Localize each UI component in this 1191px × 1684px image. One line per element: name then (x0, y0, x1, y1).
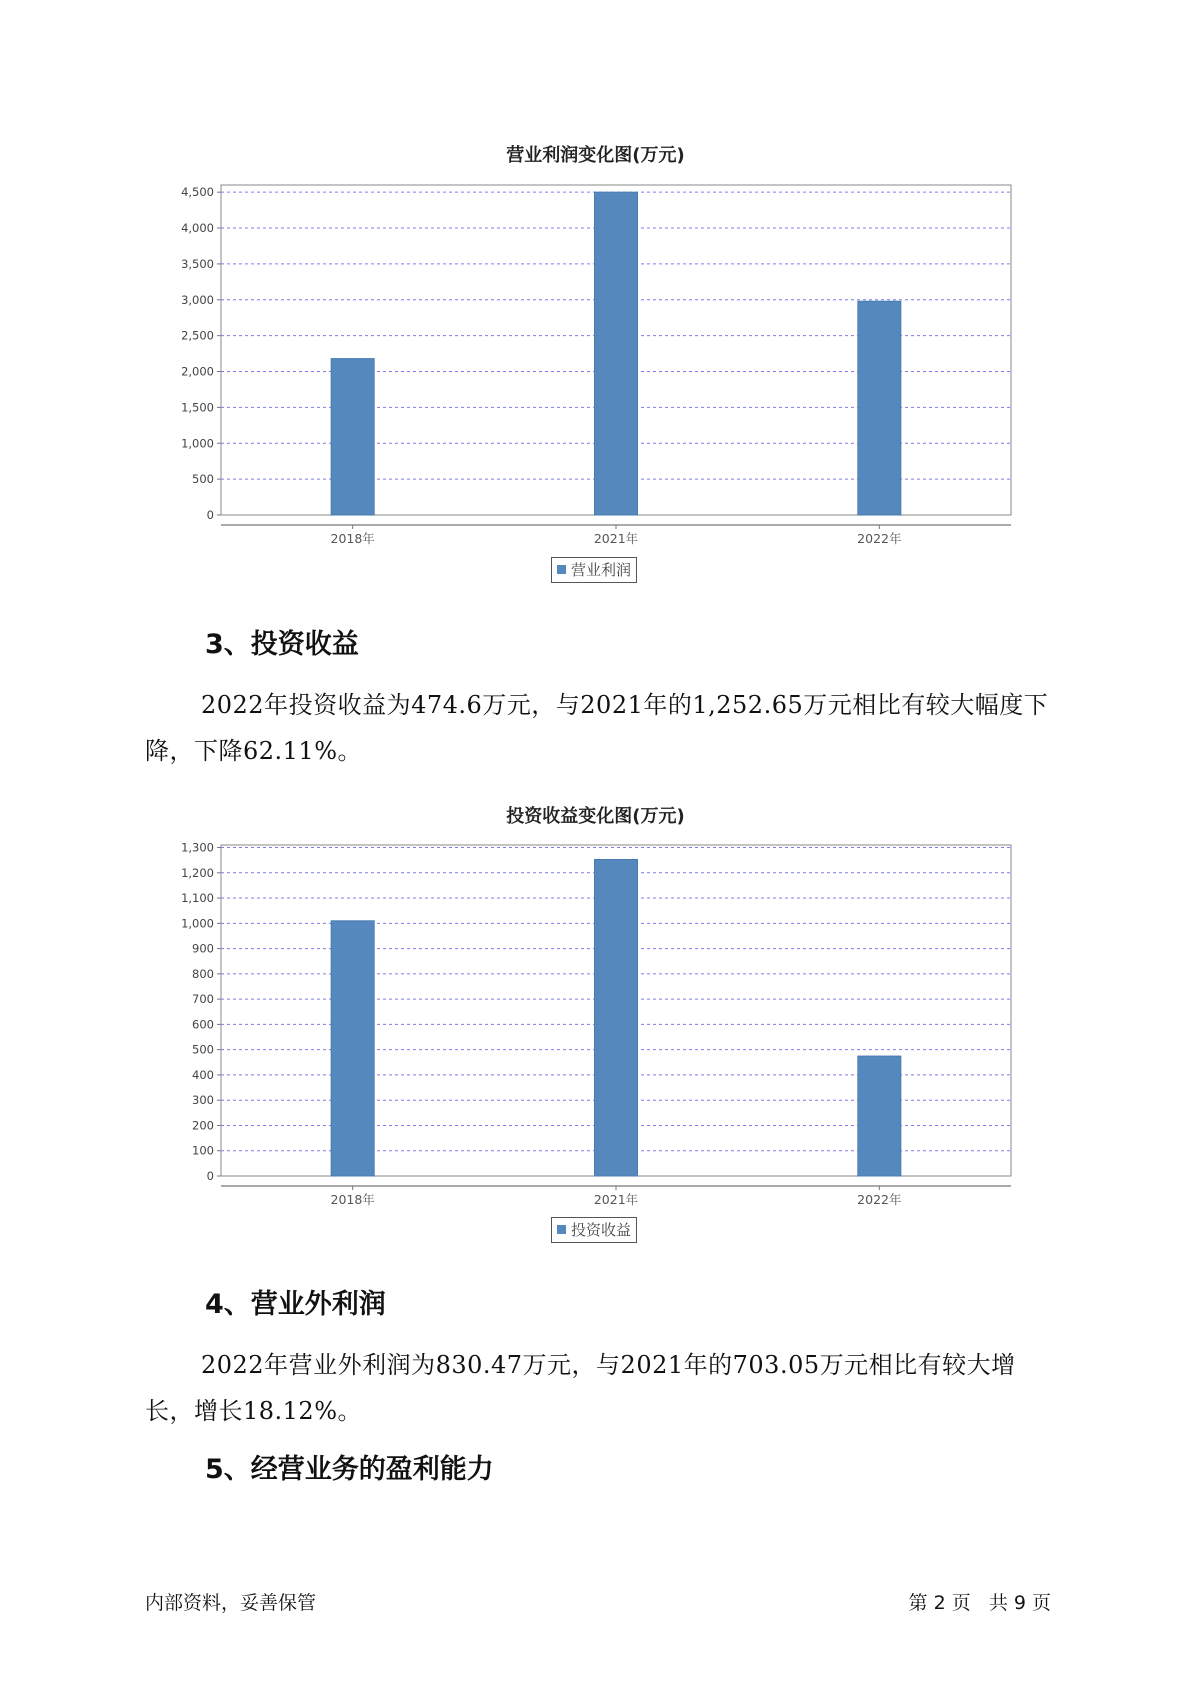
y-tick-label: 200 (192, 1118, 214, 1133)
chart2-legend (551, 1217, 637, 1243)
y-tick-label: 100 (192, 1143, 214, 1158)
y-tick-label: 2,000 (181, 364, 214, 379)
section-4-heading: 4、营业外利润 (205, 1289, 386, 1320)
y-tick-label: 1,500 (181, 400, 214, 415)
section-3-heading: 3、投资收益 (205, 629, 359, 660)
y-tick-label: 1,100 (181, 891, 214, 906)
y-tick-label: 0 (206, 508, 214, 522)
y-tick-label: 300 (192, 1093, 214, 1108)
y-tick-label: 4,000 (181, 221, 214, 236)
y-tick-label: 1,000 (181, 436, 214, 451)
section-3-paragraph: 2022年投资收益为474.6万元，与2021年的1,252.65万元相比有较大幅度下降，下降62.11%。 (145, 691, 1049, 765)
x-tick-label: 2022年 (857, 1192, 902, 1207)
y-tick-label: 3,000 (181, 292, 214, 307)
y-tick-label: 0 (206, 1169, 214, 1183)
footer-confidential-note: 内部资料，妥善保管 (145, 1592, 317, 1614)
bar-2022年 (858, 1056, 901, 1176)
y-tick-label: 500 (192, 472, 214, 487)
y-tick-label: 1,000 (181, 916, 214, 931)
chart1-title: 营业利润变化图(万元) (506, 145, 685, 166)
y-tick-label: 800 (192, 966, 214, 981)
x-tick-label: 2021年 (593, 531, 639, 546)
y-tick-label: 900 (192, 941, 214, 956)
footer-page-number: 第 2 页 共 9 页 (908, 1592, 1051, 1614)
section-4-paragraph: 2022年营业外利润为830.47万元，与2021年的703.05万元相比有较大增长，增长18.12%。 (145, 1351, 1016, 1425)
y-tick-label: 3,500 (181, 256, 214, 271)
y-tick-label: 400 (192, 1067, 214, 1082)
section-5-heading: 5、经营业务的盈利能力 (205, 1454, 494, 1485)
legend-swatch (557, 1225, 566, 1234)
y-tick-label: 500 (192, 1042, 214, 1057)
chart2-legend-label: 投资收益 (571, 1221, 632, 1239)
y-tick-label: 700 (192, 992, 214, 1007)
y-tick-label: 4,500 (181, 185, 214, 200)
x-tick-label: 2021年 (593, 1192, 639, 1207)
bar-2018年 (331, 921, 374, 1176)
y-tick-label: 1,300 (181, 840, 214, 855)
bar-2021年 (595, 859, 638, 1176)
y-tick-label: 2,500 (181, 328, 214, 343)
chart2-title: 投资收益变化图(万元) (506, 806, 685, 827)
x-tick-label: 2018年 (330, 531, 375, 546)
x-tick-label: 2018年 (330, 1192, 375, 1207)
y-tick-label: 1,200 (181, 865, 214, 880)
y-tick-label: 600 (192, 1017, 214, 1032)
x-tick-label: 2022年 (857, 531, 902, 546)
chart1-legend-label: 营业利润 (571, 561, 632, 579)
